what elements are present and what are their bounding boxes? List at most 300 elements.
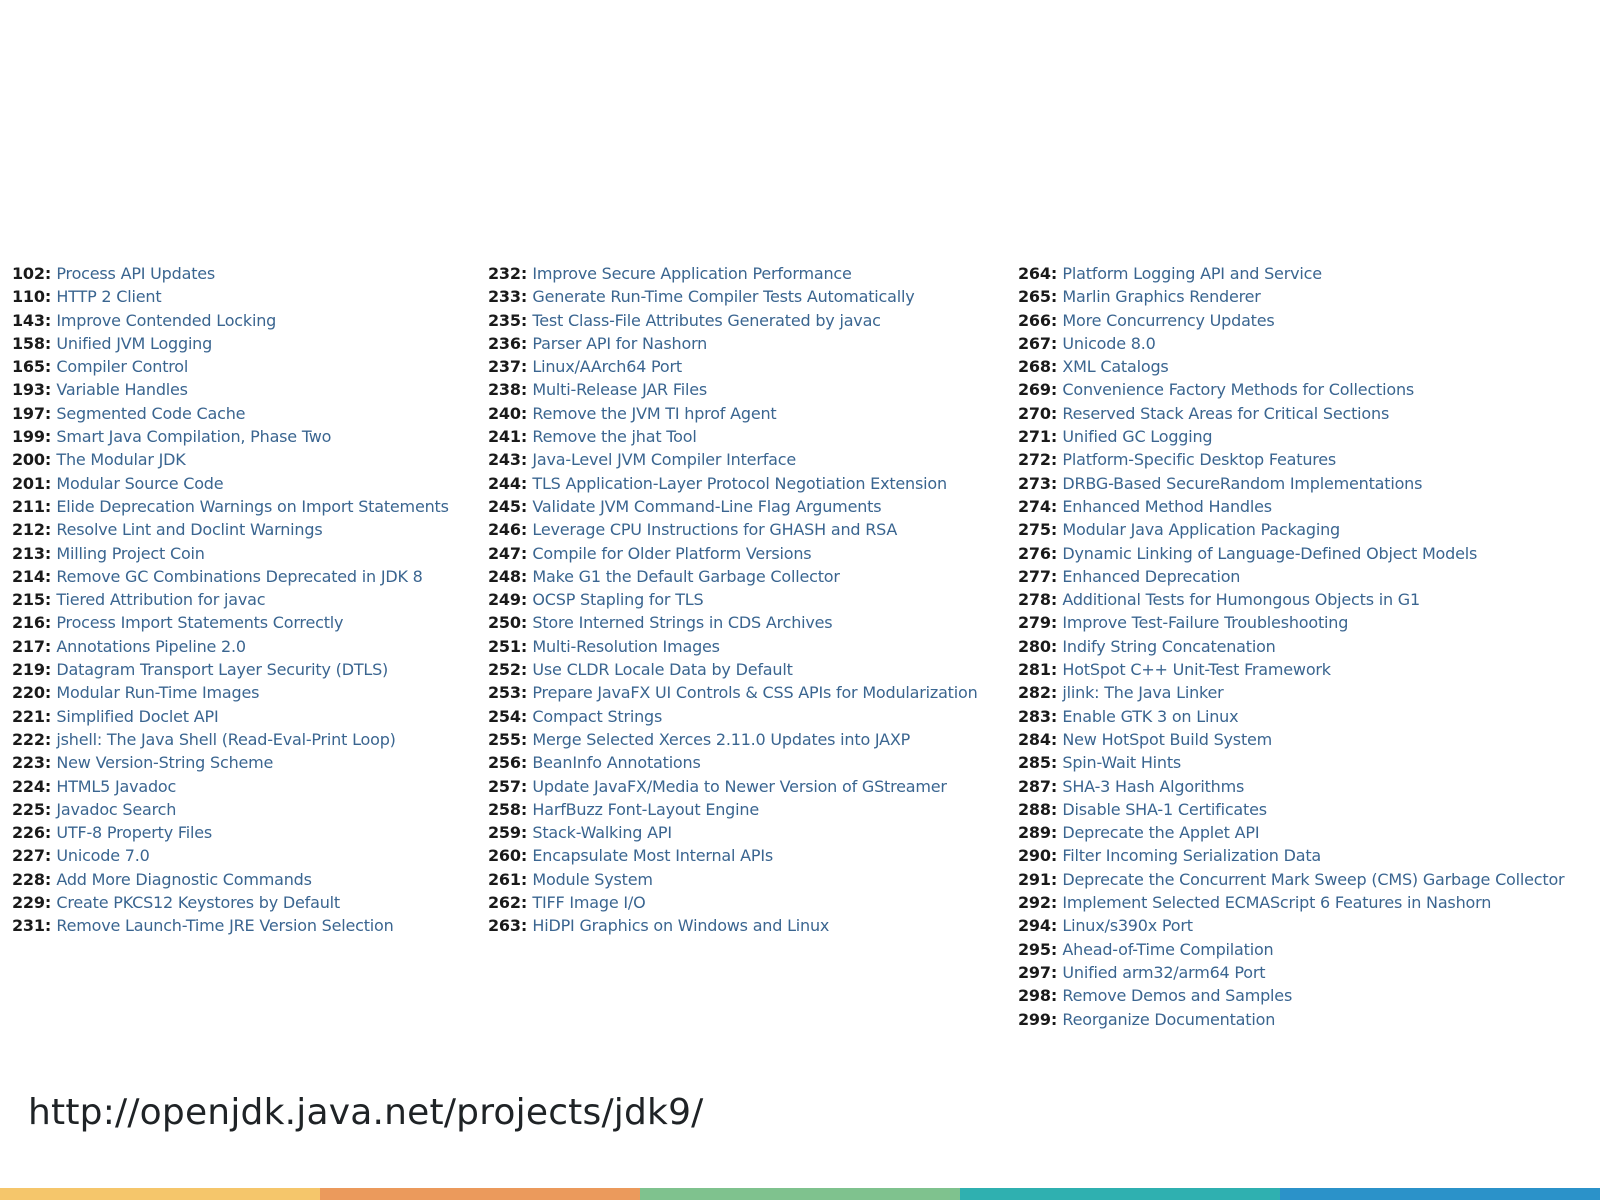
jep-item[interactable] [488, 821, 978, 844]
jep-title-link[interactable]: HTML5 Javadoc [56, 776, 177, 796]
jep-separator: : [44, 869, 57, 889]
jep-item[interactable] [488, 728, 978, 751]
jep-title-link[interactable]: HTTP 2 Client [56, 287, 162, 307]
jep-title-link[interactable]: Process API Updates [56, 264, 216, 283]
jep-item[interactable] [488, 588, 978, 611]
jep-item[interactable] [488, 751, 978, 774]
jep-separator: : [520, 264, 533, 283]
jep-number: 158 [12, 333, 45, 353]
jep-item[interactable] [488, 518, 978, 541]
jep-separator: : [1050, 729, 1063, 749]
jep-separator: : [44, 473, 57, 493]
jep-separator: : [44, 566, 57, 586]
jep-item[interactable] [488, 844, 978, 867]
jep-item[interactable] [12, 355, 449, 378]
jep-number: 290 [1018, 846, 1051, 866]
jep-title-link[interactable]: Unified arm32/arm64 Port [1062, 962, 1266, 982]
jep-title-link[interactable]: Remove Demos and Samples [1062, 986, 1293, 1006]
jep-title-link[interactable]: New HotSpot Build System [1062, 729, 1273, 749]
jep-item[interactable] [488, 658, 978, 681]
jep-separator: : [520, 846, 533, 866]
jep-item[interactable] [1018, 775, 1564, 798]
jep-item[interactable] [12, 914, 449, 937]
jep-item[interactable] [12, 681, 449, 704]
jep-number: 217 [12, 636, 45, 656]
jep-item[interactable] [12, 495, 449, 518]
jep-title-link[interactable]: Create PKCS12 Keystores by Default [56, 893, 340, 913]
jep-title-link[interactable]: Dynamic Linking of Language-Defined Object Models [1062, 543, 1478, 563]
jep-item[interactable] [488, 542, 978, 565]
jep-title-link[interactable]: Add More Diagnostic Commands [56, 869, 312, 889]
jep-title-link[interactable]: Reserved Stack Areas for Critical Sections [1062, 403, 1390, 423]
jep-item[interactable] [12, 705, 449, 728]
jep-title-link[interactable]: Module System [532, 869, 653, 889]
jep-separator: : [520, 566, 533, 586]
jep-number: 280 [1018, 636, 1051, 656]
jep-separator: : [1050, 520, 1063, 540]
jep-separator: : [520, 893, 533, 913]
jep-item[interactable] [12, 402, 449, 425]
jep-title-link[interactable]: Linux/s390x Port [1062, 916, 1193, 936]
jep-separator: : [44, 520, 57, 540]
jep-separator: : [520, 357, 533, 377]
jep-title-link[interactable]: Encapsulate Most Internal APIs [532, 846, 774, 866]
jep-number: 294 [1018, 916, 1051, 936]
jep-item[interactable] [488, 448, 978, 471]
jep-number: 232 [488, 264, 521, 283]
jep-title-link[interactable]: SHA-3 Hash Algorithms [1062, 776, 1245, 796]
jep-title-link[interactable]: Modular Source Code [56, 473, 224, 493]
jep-item[interactable] [1018, 681, 1564, 704]
jep-separator: : [520, 869, 533, 889]
jep-number: 199 [12, 427, 45, 447]
jep-item[interactable] [1018, 868, 1564, 891]
jep-separator: : [1050, 450, 1063, 470]
jep-separator: : [44, 590, 57, 610]
jep-item[interactable] [1018, 728, 1564, 751]
jep-number: 295 [1018, 939, 1051, 959]
jep-item[interactable] [488, 262, 978, 285]
jep-separator: : [44, 776, 57, 796]
jep-title-link[interactable]: TLS Application-Layer Protocol Negotiation Extension [532, 473, 947, 493]
jep-item[interactable] [488, 635, 978, 658]
jep-number: 211 [12, 496, 45, 516]
jep-number: 260 [488, 846, 521, 866]
jep-item[interactable] [1018, 611, 1564, 634]
jep-title-link[interactable]: Additional Tests for Humongous Objects in G1 [1062, 590, 1420, 610]
jep-title-link[interactable]: Datagram Transport Layer Security (DTLS) [56, 660, 389, 680]
jep-title-link[interactable]: Ahead-of-Time Compilation [1062, 939, 1274, 959]
jep-separator: : [520, 823, 533, 843]
jep-title-link[interactable]: Milling Project Coin [56, 543, 205, 563]
footer-color-bar [0, 1188, 1600, 1200]
jep-number: 143 [12, 310, 45, 330]
jep-item[interactable] [488, 285, 978, 308]
jep-title-link[interactable]: Merge Selected Xerces 2.11.0 Updates into JAXP [532, 729, 911, 749]
jep-item[interactable] [12, 565, 449, 588]
jep-number: 254 [488, 706, 521, 726]
jep-title-link[interactable]: Compiler Control [56, 357, 189, 377]
jep-separator: : [44, 264, 57, 283]
jep-title-link[interactable]: Reorganize Documentation [1062, 1009, 1276, 1029]
jep-item[interactable] [1018, 309, 1564, 332]
jep-title-link[interactable]: Spin-Wait Hints [1062, 753, 1182, 773]
jep-item[interactable] [12, 798, 449, 821]
jep-title-link[interactable]: Unified GC Logging [1062, 427, 1213, 447]
jep-item[interactable] [488, 472, 978, 495]
jep-title-link[interactable]: Remove GC Combinations Deprecated in JDK 8 [56, 566, 423, 586]
jep-number: 271 [1018, 427, 1051, 447]
jep-item[interactable] [12, 309, 449, 332]
jep-item[interactable] [1018, 495, 1564, 518]
jep-number: 299 [1018, 1009, 1051, 1029]
jep-title-link[interactable]: Multi-Release JAR Files [532, 380, 707, 400]
jep-title-link[interactable]: HotSpot C++ Unit-Test Framework [1062, 660, 1331, 680]
jep-separator: : [520, 776, 533, 796]
jep-title-link[interactable]: HarfBuzz Font-Layout Engine [532, 799, 759, 819]
jep-number: 272 [1018, 450, 1051, 470]
jep-number: 165 [12, 357, 45, 377]
jep-title-link[interactable]: Javadoc Search [56, 799, 177, 819]
jep-item[interactable] [1018, 355, 1564, 378]
jep-number: 279 [1018, 613, 1051, 633]
jep-title-link[interactable]: Improve Test-Failure Troubleshooting [1062, 613, 1349, 633]
jep-separator: : [520, 427, 533, 447]
jep-item[interactable] [1018, 588, 1564, 611]
jep-item[interactable] [12, 751, 449, 774]
jep-title-link[interactable]: Enhanced Method Handles [1062, 496, 1272, 516]
jep-separator: : [1050, 496, 1063, 516]
jep-item[interactable] [12, 262, 449, 285]
jep-title-link[interactable]: Filter Incoming Serialization Data [1062, 846, 1322, 866]
jep-separator: : [520, 380, 533, 400]
jep-number: 244 [488, 473, 521, 493]
jep-item[interactable] [1018, 378, 1564, 401]
jep-separator: : [520, 753, 533, 773]
jep-item[interactable] [488, 332, 978, 355]
jep-title-link[interactable]: Marlin Graphics Renderer [1062, 287, 1261, 307]
jep-item[interactable] [488, 309, 978, 332]
jep-separator: : [1050, 590, 1063, 610]
jep-item[interactable] [1018, 705, 1564, 728]
jep-item[interactable] [12, 821, 449, 844]
jep-separator: : [44, 380, 57, 400]
jep-number: 298 [1018, 986, 1051, 1006]
jep-number: 278 [1018, 590, 1051, 610]
jep-number: 268 [1018, 357, 1051, 377]
jep-item[interactable] [12, 332, 449, 355]
jep-item[interactable] [1018, 285, 1564, 308]
jep-number: 275 [1018, 520, 1051, 540]
jep-number: 222 [12, 729, 45, 749]
jep-number: 229 [12, 893, 45, 913]
jep-number: 292 [1018, 893, 1051, 913]
jep-separator: : [44, 427, 57, 447]
jep-number: 249 [488, 590, 521, 610]
jep-number: 259 [488, 823, 521, 843]
jep-title-link[interactable]: OCSP Stapling for TLS [532, 590, 704, 610]
jep-item[interactable] [488, 798, 978, 821]
jep-item[interactable] [1018, 821, 1564, 844]
jep-title-link[interactable]: Smart Java Compilation, Phase Two [56, 427, 332, 447]
jep-number: 241 [488, 427, 521, 447]
jep-separator: : [1050, 613, 1063, 633]
jep-item[interactable] [1018, 961, 1564, 984]
jep-separator: : [44, 729, 57, 749]
jep-number: 201 [12, 473, 45, 493]
jep-separator: : [1050, 660, 1063, 680]
jep-item[interactable] [12, 518, 449, 541]
jep-item[interactable] [12, 635, 449, 658]
jep-number: 258 [488, 799, 521, 819]
jep-item[interactable] [1018, 565, 1564, 588]
jep-separator: : [520, 799, 533, 819]
jep-number: 291 [1018, 869, 1051, 889]
jep-number: 228 [12, 869, 45, 889]
jep-item[interactable] [1018, 542, 1564, 565]
jep-item[interactable] [1018, 472, 1564, 495]
jep-title-link[interactable]: Compile for Older Platform Versions [532, 543, 812, 563]
jep-item[interactable] [1018, 938, 1564, 961]
jep-number: 256 [488, 753, 521, 773]
color-bar-segment [320, 1188, 640, 1200]
jep-separator: : [520, 543, 533, 563]
jep-number: 225 [12, 799, 45, 819]
jep-title-link[interactable]: UTF-8 Property Files [56, 823, 213, 843]
jep-item[interactable] [488, 914, 978, 937]
jep-item[interactable] [1018, 891, 1564, 914]
jep-separator: : [44, 310, 57, 330]
jep-item[interactable] [12, 425, 449, 448]
jep-title-link[interactable]: Compact Strings [532, 706, 663, 726]
jep-item[interactable] [488, 355, 978, 378]
jep-item[interactable] [12, 378, 449, 401]
jep-number: 220 [12, 683, 45, 703]
jep-number: 216 [12, 613, 45, 633]
jep-title-link[interactable]: Generate Run-Time Compiler Tests Automatically [532, 287, 915, 307]
jep-title-link[interactable]: Test Class-File Attributes Generated by javac [532, 310, 881, 330]
jep-number: 219 [12, 660, 45, 680]
color-bar-segment [640, 1188, 960, 1200]
jep-title-link[interactable]: Parser API for Nashorn [532, 333, 708, 353]
jep-title-link[interactable]: Tiered Attribution for javac [56, 590, 266, 610]
jep-title-link[interactable]: Java-Level JVM Compiler Interface [532, 450, 796, 470]
jep-separator: : [1050, 799, 1063, 819]
jep-item[interactable] [12, 891, 449, 914]
jep-title-link[interactable]: Leverage CPU Instructions for GHASH and RSA [532, 520, 898, 540]
jep-item[interactable] [12, 448, 449, 471]
jep-number: 215 [12, 590, 45, 610]
jep-title-link[interactable]: Improve Secure Application Performance [532, 264, 852, 283]
jep-separator: : [520, 333, 533, 353]
jep-title-link[interactable]: Enhanced Deprecation [1062, 566, 1241, 586]
jep-title-link[interactable]: Prepare JavaFX UI Controls & CSS APIs for Modularization [532, 683, 978, 703]
jep-item[interactable] [12, 588, 449, 611]
jep-item[interactable] [1018, 844, 1564, 867]
jep-separator: : [44, 333, 57, 353]
jep-title-link[interactable]: Unicode 7.0 [56, 846, 150, 866]
jep-item[interactable] [12, 542, 449, 565]
jep-separator: : [1050, 962, 1063, 982]
jep-item[interactable] [1018, 425, 1564, 448]
jep-item[interactable] [488, 611, 978, 634]
jep-title-link[interactable]: Store Interned Strings in CDS Archives [532, 613, 833, 633]
jep-title-link[interactable]: Enable GTK 3 on Linux [1062, 706, 1239, 726]
jep-separator: : [44, 403, 57, 423]
jep-item[interactable] [12, 844, 449, 867]
jep-title-link[interactable]: BeanInfo Annotations [532, 753, 701, 773]
jep-number: 237 [488, 357, 521, 377]
jep-item[interactable] [488, 565, 978, 588]
jep-title-link[interactable]: Make G1 the Default Garbage Collector [532, 566, 840, 586]
jep-item[interactable] [488, 681, 978, 704]
jep-number: 213 [12, 543, 45, 563]
jep-number: 255 [488, 729, 521, 749]
jep-separator: : [44, 496, 57, 516]
jep-separator: : [1050, 287, 1063, 307]
jep-title-link[interactable]: XML Catalogs [1062, 357, 1169, 377]
jep-title-link[interactable]: Improve Contended Locking [56, 310, 277, 330]
jep-title-link[interactable]: Resolve Lint and Doclint Warnings [56, 520, 323, 540]
jep-separator: : [44, 753, 57, 773]
jep-item[interactable] [488, 775, 978, 798]
jep-separator: : [520, 683, 533, 703]
jep-separator: : [1050, 776, 1063, 796]
jep-title-link[interactable]: Remove the jhat Tool [532, 427, 697, 447]
jep-title-link[interactable]: DRBG-Based SecureRandom Implementations [1062, 473, 1423, 493]
jep-item[interactable] [1018, 658, 1564, 681]
jep-number: 224 [12, 776, 45, 796]
jep-title-link[interactable]: Modular Java Application Packaging [1062, 520, 1340, 540]
jep-title-link[interactable]: Convenience Factory Methods for Collections [1062, 380, 1415, 400]
jep-separator: : [44, 893, 57, 913]
jep-number: 289 [1018, 823, 1051, 843]
jep-title-link[interactable]: More Concurrency Updates [1062, 310, 1275, 330]
jep-separator: : [44, 613, 57, 633]
jep-item[interactable] [12, 611, 449, 634]
jep-item[interactable] [12, 775, 449, 798]
project-url[interactable]: http://openjdk.java.net/projects/jdk9/ [28, 1092, 704, 1133]
jep-item[interactable] [488, 495, 978, 518]
jep-number: 231 [12, 916, 45, 936]
jep-title-link[interactable]: Update JavaFX/Media to Newer Version of GStreamer [532, 776, 947, 796]
jep-item[interactable] [1018, 984, 1564, 1007]
jep-title-link[interactable]: Modular Run-Time Images [56, 683, 260, 703]
jep-title-link[interactable]: HiDPI Graphics on Windows and Linux [532, 916, 830, 936]
jep-number: 253 [488, 683, 521, 703]
jep-item[interactable] [488, 425, 978, 448]
jep-item[interactable] [488, 868, 978, 891]
jep-title-link[interactable]: Stack-Walking API [532, 823, 672, 843]
jep-number: 281 [1018, 660, 1051, 680]
jep-separator: : [520, 520, 533, 540]
jep-title-link[interactable]: Use CLDR Locale Data by Default [532, 660, 793, 680]
jep-separator: : [1050, 310, 1063, 330]
jep-title-link[interactable]: Deprecate the Concurrent Mark Sweep (CMS) Garbage Collector [1062, 869, 1565, 889]
jep-title-link[interactable]: Variable Handles [56, 380, 188, 400]
jep-title-link[interactable]: Unicode 8.0 [1062, 333, 1156, 353]
jep-item[interactable] [1018, 332, 1564, 355]
jep-title-link[interactable]: Platform Logging API and Service [1062, 264, 1322, 283]
jep-item[interactable] [488, 378, 978, 401]
jep-title-link[interactable]: Deprecate the Applet API [1062, 823, 1260, 843]
jep-separator: : [520, 450, 533, 470]
jep-separator: : [1050, 683, 1063, 703]
jep-number: 297 [1018, 962, 1051, 982]
jep-number: 236 [488, 333, 521, 353]
jep-title-link[interactable]: Platform-Specific Desktop Features [1062, 450, 1337, 470]
jep-title-link[interactable]: New Version-String Scheme [56, 753, 274, 773]
jep-title-link[interactable]: Unified JVM Logging [56, 333, 213, 353]
jep-title-link[interactable]: Annotations Pipeline 2.0 [56, 636, 246, 656]
jep-number: 102 [12, 264, 45, 283]
jep-column-1 [12, 262, 449, 938]
jep-title-link[interactable]: Disable SHA-1 Certificates [1062, 799, 1267, 819]
jep-item[interactable] [1018, 914, 1564, 937]
jep-number: 269 [1018, 380, 1051, 400]
jep-title-link[interactable]: Indify String Concatenation [1062, 636, 1276, 656]
jep-number: 221 [12, 706, 45, 726]
jep-title-link[interactable]: jlink: The Java Linker [1062, 683, 1224, 703]
jep-title-link[interactable]: Segmented Code Cache [56, 403, 246, 423]
jep-separator: : [1050, 893, 1063, 913]
jep-item[interactable] [12, 472, 449, 495]
jep-item[interactable] [1018, 262, 1564, 285]
jep-number: 193 [12, 380, 45, 400]
jep-item[interactable] [488, 705, 978, 728]
jep-item[interactable] [12, 285, 449, 308]
jep-title-link[interactable]: Implement Selected ECMAScript 6 Features in Nashorn [1062, 893, 1492, 913]
jep-item[interactable] [1018, 751, 1564, 774]
jep-title-link[interactable]: The Modular JDK [56, 450, 186, 470]
jep-separator: : [520, 496, 533, 516]
jep-item[interactable] [1018, 518, 1564, 541]
jep-number: 233 [488, 287, 521, 307]
jep-title-link[interactable]: Multi-Resolution Images [532, 636, 720, 656]
jep-separator: : [520, 729, 533, 749]
jep-number: 248 [488, 566, 521, 586]
jep-item[interactable] [12, 728, 449, 751]
jep-item[interactable] [488, 402, 978, 425]
jep-item[interactable] [1018, 448, 1564, 471]
jep-item[interactable] [12, 658, 449, 681]
jep-item[interactable] [12, 868, 449, 891]
jep-number: 262 [488, 893, 521, 913]
jep-title-link[interactable]: Process Import Statements Correctly [56, 613, 344, 633]
jep-separator: : [1050, 566, 1063, 586]
jep-title-link[interactable]: jshell: The Java Shell (Read-Eval-Print Loop) [56, 729, 396, 749]
jep-item[interactable] [488, 891, 978, 914]
jep-number: 250 [488, 613, 521, 633]
jep-title-link[interactable]: TIFF Image I/O [532, 893, 646, 913]
jep-separator: : [44, 660, 57, 680]
jep-title-link[interactable]: Remove Launch-Time JRE Version Selection [56, 916, 394, 936]
jep-separator: : [44, 846, 57, 866]
jep-item[interactable] [1018, 402, 1564, 425]
jep-separator: : [520, 706, 533, 726]
color-bar-segment [960, 1188, 1280, 1200]
jep-item[interactable] [1018, 798, 1564, 821]
jep-title-link[interactable]: Simplified Doclet API [56, 706, 219, 726]
jep-item[interactable] [1018, 635, 1564, 658]
jep-title-link[interactable]: Validate JVM Command-Line Flag Arguments [532, 496, 882, 516]
jep-item[interactable] [1018, 1008, 1564, 1031]
jep-title-link[interactable]: Remove the JVM TI hprof Agent [532, 403, 777, 423]
jep-title-link[interactable]: Elide Deprecation Warnings on Import Statements [56, 496, 449, 516]
jep-number: 276 [1018, 543, 1051, 563]
jep-title-link[interactable]: Linux/AArch64 Port [532, 357, 682, 377]
jep-number: 212 [12, 520, 45, 540]
